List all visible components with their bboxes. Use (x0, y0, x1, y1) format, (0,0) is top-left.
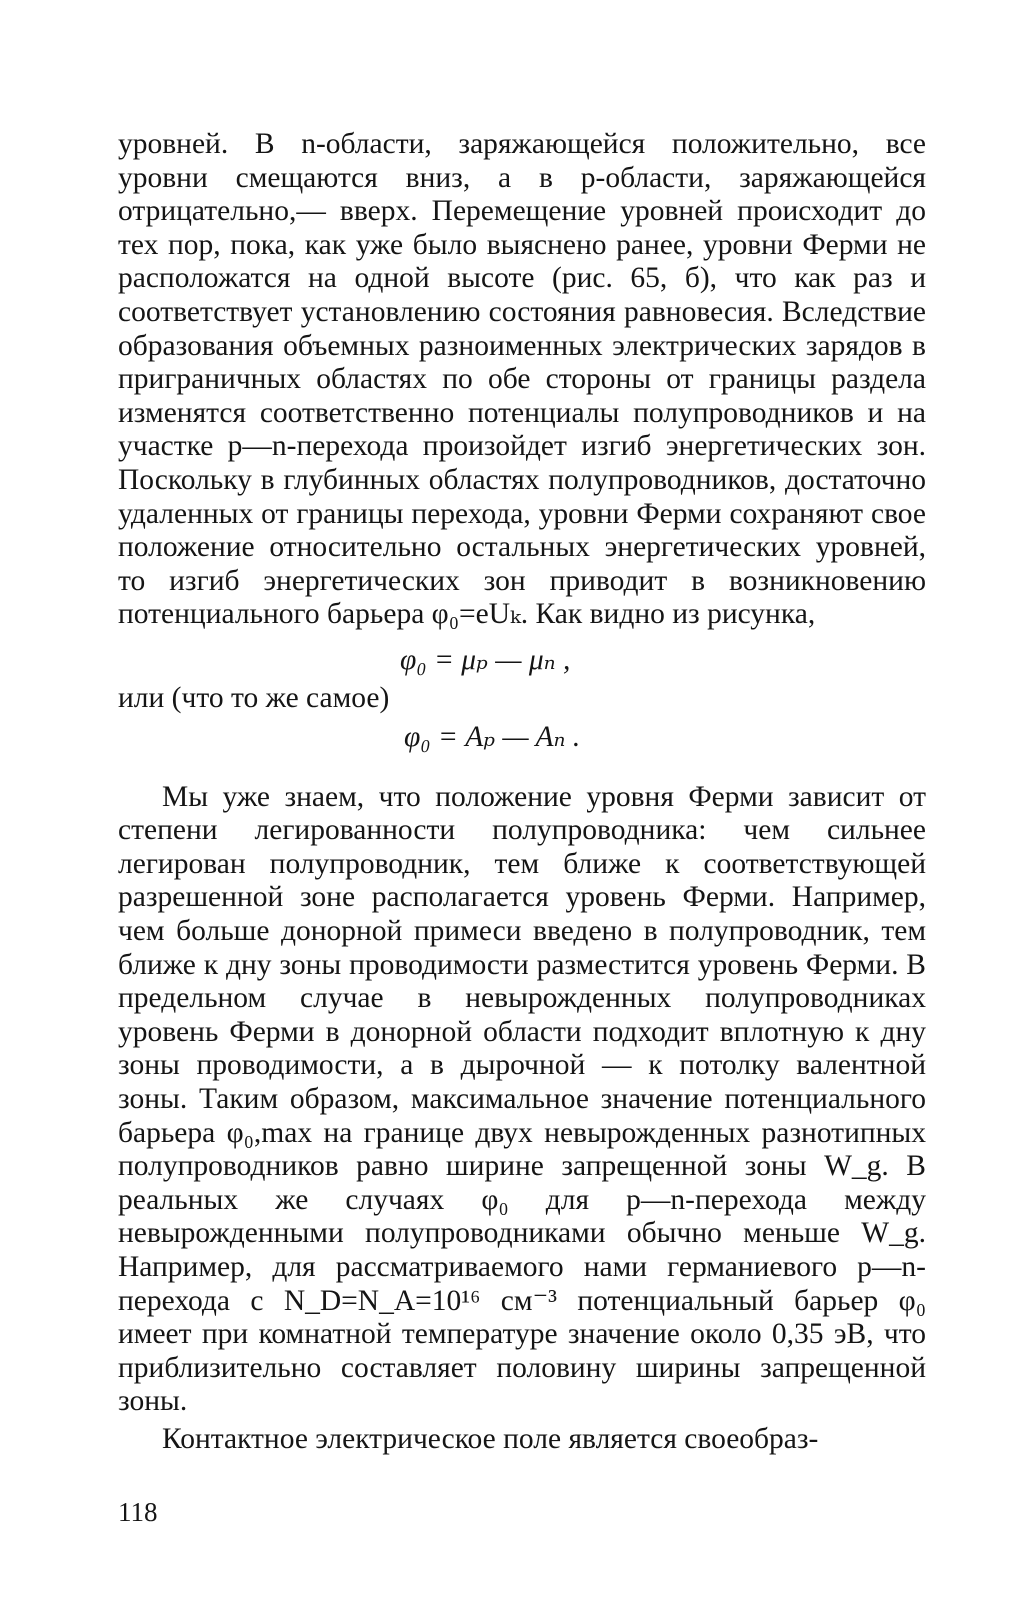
formula-fermi-difference: φ₀ = μₚ — μₙ , (400, 643, 571, 676)
formula-work-function-difference: φ₀ = Aₚ — Aₙ . (404, 721, 581, 754)
page-number: 118 (118, 1497, 158, 1527)
paragraph-2: Мы уже знаем, что положение уровня Ферми зависит от степени легированности полупроводника: чем сильнее легирован полупроводник, тем ближе к соответствующей разрешенной зоне располагается уровень Ферми. Например, чем больше донорной примеси введено в полупроводник, тем ближе к дну зоны проводимости разместится уровень Ферми. В предельном случае в невырожденных полупроводниках уровень Ферми в донорной области подходит вплотную к дну зоны проводимости, а в дырочной — к потолку валентной зоны. Таким образом, максимальное значение потенциального барьера φ₀,max на границе двух невырожденных разнотипных полупроводников равно ширине запрещенной зоны W_g. В реальных же случаях φ₀ для p—n-перехода между невырожденными полупроводниками обычно меньше W_g. Например, для рассматриваемого нами германиевого p—n-перехода с N_D=N_A=10¹⁶ см⁻³ потенциальный барьер φ₀ имеет при комнатной температуре значение около 0,35 эВ, что приблизительно составляет половину ширины запрещенной зоны. (118, 780, 926, 1418)
paragraph-1: уровней. В n-области, заряжающейся положительно, все уровни смещаются вниз, а в p-области, заряжающейся отрицательно,— вверх. Перемещение уровней происходит до тех пор, пока, как уже было выяснено ранее, уровни Ферми не расположатся на одной высоте (рис. 65, б), что как раз и соответствует установлению состояния равновесия. Вследствие образования объемных разноименных электрических зарядов в приграничных областях по обе стороны от границы раздела изменятся соответственно потенциалы полупроводников и на участке p—n-перехода произойдет изгиб энергетических зон. Поскольку в глубинных областях полупроводников, достаточно удаленных от границы перехода, уровни Ферми сохраняют свое положение относительно остальных энергетических уровней, то изгиб энергетических зон приводит в возникновению потенциального барьера φ₀=eUₖ. Как видно из рисунка, (118, 128, 926, 631)
paragraph-3: Контактное электрическое поле является своеобраз- (162, 1422, 819, 1455)
connector-text: или (что то же самое) (118, 681, 390, 714)
